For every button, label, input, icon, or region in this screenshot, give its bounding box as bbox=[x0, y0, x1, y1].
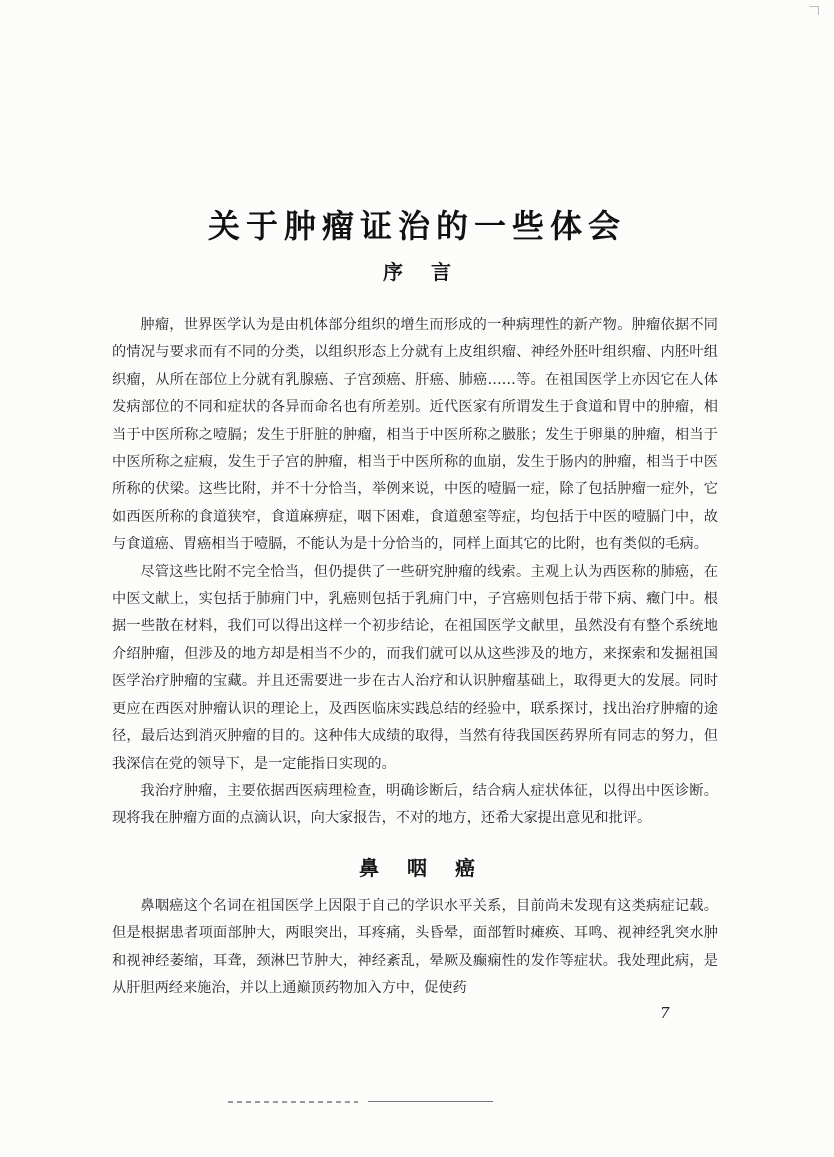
preface-paragraph-1: 肿瘤，世界医学认为是由机体部分组织的增生而形成的一种病理性的新产物。肿瘤依据不同的情况与要求而有不同的分类，以组织形态上分就有上皮组织瘤、神经外胚叶组织瘤、内胚叶组织瘤，从所在部位上分就有乳腺癌、子宫颈癌、肝癌、肺癌……等。在祖国医学上亦因它在人体发病部位的不同和症状的各异而命名也有所差别。近代医家有所谓发生于食道和胃中的肿瘤，相当于中医所称之噎膈；发生于肝脏的肿瘤，相当于中医所称之臌胀；发生于卵巢的肿瘤，相当于中医所称之症瘕，发生于子宫的肿瘤，相当于中医所称的血崩，发生于肠内的肿瘤，相当于中医所称的伏梁。这些比附，并不十分恰当，举例来说，中医的噎膈一症，除了包括肿瘤一症外，它如西医所称的食道狭窄，食道麻痹症，咽下困难，食道憩室等症，均包括于中医的噎膈门中，故与食道癌、胃癌相当于噎膈，不能认为是十分恰当的，同样上面其它的比附，也有类似的毛病。 bbox=[112, 317, 718, 553]
scan-artifact-line bbox=[368, 1101, 493, 1102]
section-heading-nasopharyngeal-carcinoma: 鼻咽癌 bbox=[359, 856, 503, 880]
page-title: 关于肿瘤证治的一些体会 bbox=[207, 207, 626, 246]
nasopharyngeal-body bbox=[112, 893, 718, 1003]
scan-artifact-line bbox=[228, 1101, 358, 1103]
scan-speck bbox=[450, 150, 472, 160]
nasopharyngeal-paragraph-1: 鼻咽癌这个名词在祖国医学上因限于自己的学识水平关系，目前尚未发现有这类病症记载。但是根据患者项面部肿大，两眼突出，耳疼痛，头昏晕，面部暂时瘫痪、耳鸣、视神经乳突水肿和视神经萎缩，耳聋，颈淋巴节肿大，神经紊乱，晕厥及癫痫性的发作等症状。我处理此病，是从肝胆两经来施治，并以上通巅顶药物加入方中，促使药 bbox=[112, 898, 718, 997]
section-heading-preface: 序言 bbox=[383, 260, 479, 284]
scan-corner-mark bbox=[810, 6, 819, 15]
preface-body bbox=[112, 312, 718, 833]
page-number: 7 bbox=[660, 1004, 670, 1022]
preface-paragraph-2: 尽管这些比附不完全恰当，但仍提供了一些研究肿瘤的线索。主观上认为西医称的肺癌，在中医文献上，实包括于肺痈门中，乳癌则包括于乳痈门中，子宫癌则包括于带下病、癥门中。根据一些散在材料，我们可以得出这样一个初步结论，在祖国医学文献里，虽然没有有整个系统地介绍肿瘤，但涉及的地方却是相当不少的，而我们就可以从这些涉及的地方，来探索和发掘祖国医学治疗肿瘤的宝藏。并且还需要进一步在古人治疗和认识肿瘤基础上，取得更大的发展。同时更应在西医对肿瘤认识的理论上，及西医临床实践总结的经验中，联系探讨，找出治疗肿瘤的途径，最后达到消灭肿瘤的目的。这种伟大成绩的取得，当然有待我国医药界所有同志的努力，但我深信在党的领导下，是一定能指日实现的。 bbox=[112, 563, 718, 772]
preface-paragraph-3: 我治疗肿瘤，主要依据西医病理检查，明确诊断后，结合病人症状体征，以得出中医诊断。现将我在肿瘤方面的点滴认识，向大家报告，不对的地方，还希大家提出意见和批评。 bbox=[112, 782, 718, 827]
